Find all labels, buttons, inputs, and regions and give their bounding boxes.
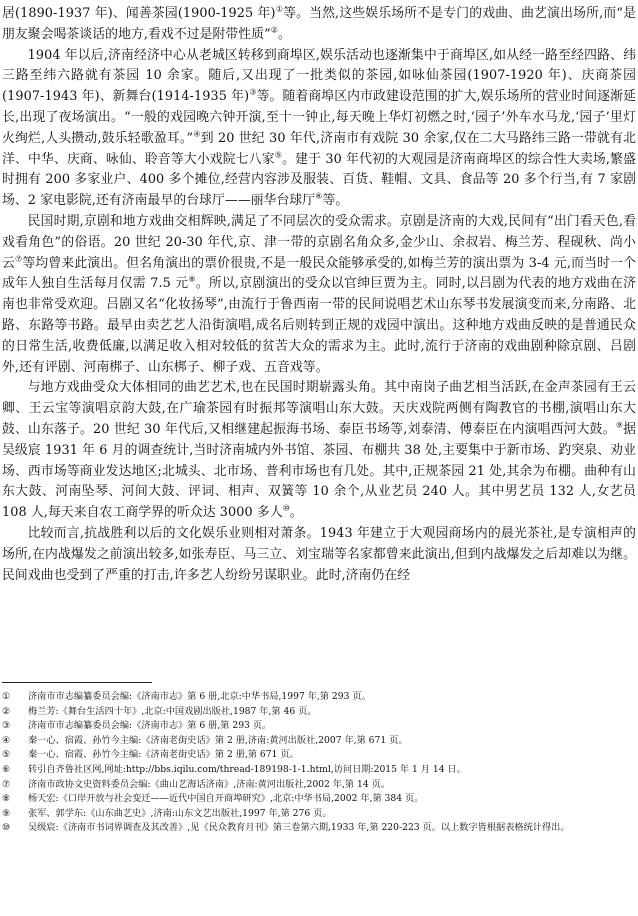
paragraph [2,4,636,46]
footnote-text: 吴级宸:《济南市书词界调查及其改善》,见《民众教育月刊》第三卷第六期,1933 年,第 220-223 页。以上数字皆根据表格统计得出。 [28,822,570,834]
paragraph-text: 比较而言,抗战胜利以后的文化娱乐业则相对萧条。1943 年建立于大观园商场内的晨光茶社,是专演相声的场所,在内战爆发之前演出较多,如张寿臣、马三立、刘宝瑞等名家都曾来此演出,但到内战爆发之后却难以为继。民间戏曲也受到了严重的打击,许多艺人纷纷另谋职业。此时,济南仍在经 [2,525,636,583]
footnote-ref: ⑥ [315,191,323,201]
footnote-text: 梅兰芳:《舞台生活四十年》,北京:中国戏剧出版社,1987 年,第 46 页。 [28,705,317,717]
paragraph-text: 。建于 30 年代初的大观园是济南商埠区的综合性大卖场,繁盛时拥有 200 多家业户、400 多个摊位,经营内容涉及服装、百货、鞋帽、文具、食品等 20 多个行当,有 7 家剧场、2 家电影院,还有济南最早的台球厅——丽华台球厅 [2,151,636,209]
paragraph-text: 。 [278,26,291,42]
footnote-item [2,821,636,836]
footnote-item [2,763,636,778]
footnote-ref: ⑩ [282,503,290,513]
paragraph-text: 等。当然,这些娱乐场所不是专门的戏曲、曲艺演出场所,而“是朋友聚会喝茶谈话的地方,看戏不过是附带性质” [2,6,636,42]
footnote-item [2,734,636,749]
footnote-marker: ⑧ [2,793,11,805]
footnote-item [2,719,636,734]
footnote-text: 济南市市志编纂委员会编:《济南市志》第 6 册,北京:中华书局,1997 年,第 293 页。 [28,691,371,702]
footnote-ref: ⑤ [274,150,283,160]
paragraph [2,524,636,586]
footnote-marker: ⑤ [2,749,11,761]
footnote-ref: ⑧ [188,275,196,285]
footnote-marker: ③ [2,720,11,732]
footnote-item [2,807,636,822]
footnotes [2,690,636,836]
footnote-item [2,705,636,720]
paragraph-text: 据吴级宸 1931 年 6 月的调查统计,当时济南城内外书馆、茶园、布棚共 38 处,主要集中于新市场、趵突泉、劝业场、西市场等商业发达地区;北城头、北市场、普利市场也有几处。其中,正规茶园 21 处,其余为布棚。曲种有山东大鼓、河南坠琴、河间大鼓、评词、相声、双簧等 10 余个,从业艺员 240 人。其中男艺员 132 人,女艺员 108 人,每天来自农工商学界的听众达 3000 多人 [2,421,636,521]
footnote-marker: ① [2,691,11,702]
paragraph-text: 等。随着商埠区内市政建设范围的扩大,娱乐场所的营业时间逐渐延长,出现了夜场演出。“一般的戏园晚六钟开演,至十一钟止,每天晚上华灯初燃之时,‘园子’外车水马龙,‘园子’里灯火绚烂,人头攒动,鼓乐轻歌盈耳。” [2,89,636,146]
footnote-ref: ③ [249,87,257,97]
paragraph-text: 与地方戏曲受众大体相同的曲艺艺术,也在民国时期崭露头角。其中南岗子曲艺相当活跃,在金声茶园有王云卿、王云宝等演唱京韵大鼓,在广瑜茶园有时振邦等演唱山东大鼓。天庆戏院两侧有陶教官的书棚,演唱山东大鼓、山东落子。20 世纪 30 年代后,又相继建起振海书场、泰臣书场等,刘泰清、傅泰臣在内演唱西河大鼓。 [2,380,636,437]
footnote-marker: ⑥ [2,763,11,775]
paragraph-text: 居(1890-1937 年)、闻善茶园(1900-1925 年) [2,6,276,21]
paragraph [2,212,636,378]
footnote-marker: ⑩ [2,822,11,834]
footnote-text: 杨天宏:《口岸开放与社会变迁——近代中国自开商埠研究》,北京:中华书局,2002 年,第 384 页。 [28,793,424,805]
footnote-marker: ⑦ [2,778,11,790]
body-text [2,4,636,586]
footnote-marker: ② [2,705,11,717]
footnote-ref: ② [270,25,279,35]
footnote-text: 张军、郭学东:《山东曲艺史》,济南:山东文艺出版社,1997 年,第 276 页。 [28,807,332,819]
paragraph-text: 民国时期,京剧和地方戏曲交相辉映,满足了不同层次的受众需求。京剧是济南的大戏,民间有“出门看天色,看戏看角色”的俗语。20 世纪 20-30 年代,京、津一带的京剧名角众多,金少山、余叔岩、梅兰芳、程砚秋、尚小云 [2,213,636,271]
footnote-text: 济南市政协文史资料委员会编:《曲山艺海话济南》,济南:黄河出版社,2002 年,第 14 页。 [28,778,390,790]
paragraph-text: 1904 年以后,济南经济中心从老城区转移到商埠区,娱乐活动也逐渐集中于商埠区,如从经一路至经四路、纬三路至纬六路就有茶园 10 余家。随后,又出现了一批类似的茶园,如咏仙茶园(1907-1920 年)、庆商茶园(1907-1943 年)、新舞台(1914-1935 年) [2,47,636,105]
paragraph-text: 等均曾来此演出。但名角演出的票价很贵,不是一般民众能够承受的,如梅兰芳的演出票为 3-4 元,而当时一个成年人独自生活每月仅需 7.5 元 [2,255,636,292]
paragraph-text: 到 20 世纪 30 年代,济南市有戏院 30 余家,仅在二大马路纬三路一带就有北洋、中华、庆商、咏仙、聆音等大小戏院七八家 [2,130,636,167]
footnote-marker: ⑨ [2,807,11,819]
footnote-marker: ④ [2,734,11,746]
footnote-text: 秦一心、宿霞、孙竹今主编:《济南老街史话》第 2 册,第 671 页。 [28,749,299,761]
footnote-ref: ⑦ [15,254,23,264]
paragraph-text: 等。 [322,193,349,209]
footnote-ref: ④ [193,129,201,139]
footnote-text: 济南市市志编纂委员会编:《济南市志》第 6 册,第 293 页。 [28,720,272,732]
footnote-text: 秦一心、宿霞、孙竹今主编:《济南老街史话》第 2 册,济南:黄河出版社,2007 年,第 671 页。 [28,734,408,746]
paragraph [2,46,636,212]
footnote-rule [2,682,152,683]
footnote-ref: ① [275,4,284,14]
footnote-item [2,748,636,763]
paragraph [2,378,636,524]
paragraph-text: 。所以,京剧演出的受众以官绅巨贾为主。同时,以吕剧为代表的地方戏曲在济南也非常受欢迎。吕剧又名“化妆扬琴”,由流行于鲁西南一带的民间说唱艺术山东琴书发展演变而来,分南路、北路、东路等书路。最早由卖艺艺人沿街演唱,成名后则转到正规的戏园中演出。这种地方戏曲反映的是普通民众的日常生活,收费低廉,以满足收入相对较低的贫苦大众的需求为主。此时,流行于济南的戏曲剧种除京剧、吕剧外,还有评剧、河南梆子、山东梆子、柳子戏、五音戏等。 [2,276,637,375]
footnote-text: 转引自齐鲁社区网,网址:http://bbs.iqilu.com/thread-189198-1-1.html,访问日期:2015 年 1 月 14 日。 [28,763,466,775]
footnote-item [2,792,636,807]
footnote-item [2,690,636,705]
footnote-item [2,778,636,793]
paragraph-text: 。 [290,505,303,521]
footnote-ref: ⑨ [615,420,624,430]
